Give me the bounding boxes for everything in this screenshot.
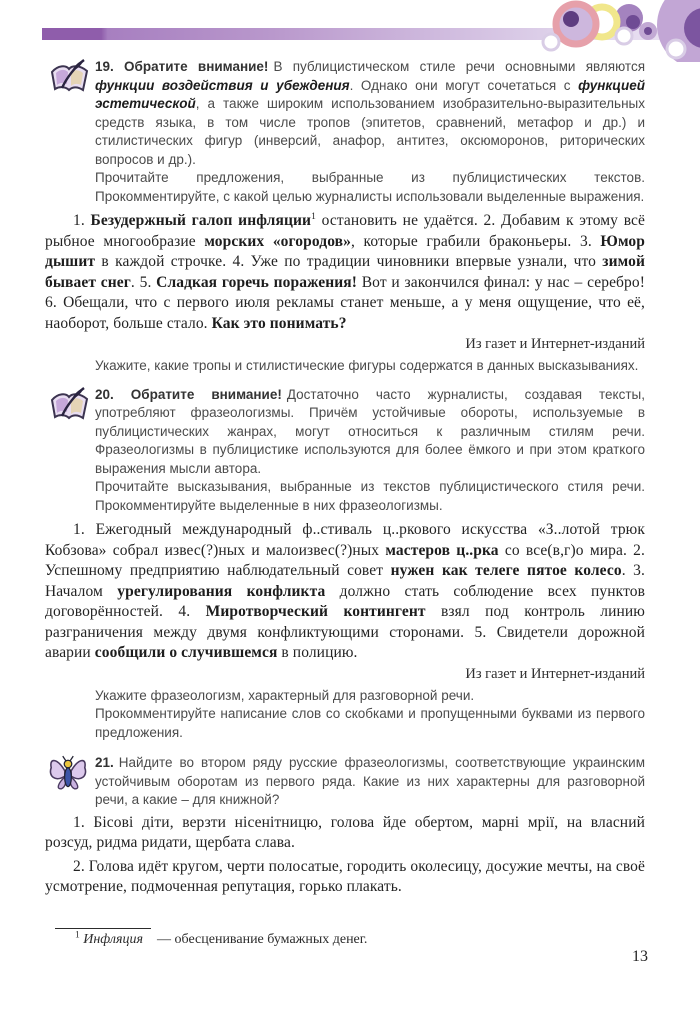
exercise-19-sentences: 1. Безудержный галоп инфляции$^1$ остановить не удаётся. 2. Добавим к этому всё рыбное многообразие морских «огородов», которые грабили браконьеры. 3. Юмор дышит в каждой строчке. 4. Уже по традиции чиновники впервые узнали, что зимой бывает снег. 5. Сладкая горечь поражения! Вот и закончился финал: у нас – серебро! 6. Обещали, что с первого июля рекламы станет меньше, а у меня ощущение, что её, наоборот, больше стало. Как это понимать?: [45, 211, 645, 332]
exercise-21-intro: [95, 754, 645, 810]
page-number: 13: [632, 948, 648, 965]
exercise-20-followup-1: Укажите фразеологизм, характерный для разговорной речи.: [95, 687, 475, 703]
exercise-20-intro-text: Достаточно часто журналисты, создавая тексты, употребляют фразеологизмы. Причём устойчивые обороты, используемые в публицистических жанрах, могут относиться к различным стилям речи. Фразеологизмы в публицистике используются для более ёмкого и при этом краткого выражения мысли автора.: [95, 386, 645, 476]
source-credit: Из газет и Интернет-изданий: [465, 336, 645, 352]
decor-circle: [626, 15, 640, 29]
open-book-quill-icon: [47, 58, 91, 100]
exercise-20-followup-2: Прокомментируйте написание слов со скобками и пропущенными буквами из первого предложения.: [95, 706, 645, 740]
decor-ring-white: [616, 28, 632, 44]
top-decoration-graphic: [0, 0, 700, 62]
exercise-21-row-1: 1. Бісові діти, верзти нісенітницю, голова йде обертом, марні мрії, на власний розсуд, ридма ридати, щербата слава.: [45, 813, 645, 851]
exercise-21-row-2: 2. Голова идёт кругом, черти полосатые, городить околесицу, досужие мечты, на своё усмотрение, подмоченная репутация, горько плакать.: [45, 857, 645, 895]
exercise-20-sentences: 1. Ежегодный международный ф..стиваль ц..ркового искусства «З..лотой трюк Кобзова» собрал извес(?)ных и малоизвес(?)ных мастеров ц..рка со все(в,г)о мира. 2. Успешному предприятию наблюдательный совет нужен как телеге пятое колесо. 3. Началом урегулирования конфликта должно стать соблюдение всех пунктов договорённостей. 4. Миротворческий контингент взял под контроль линию разграничения между двумя конфликтующими сторонами. 5. Свидетели дорожной аварии сообщили о случившемся в полицию.: [45, 521, 646, 661]
page-content: [45, 58, 645, 898]
exercise-20-task: Прочитайте высказывания, выбранные из текстов публицистического стиля речи. Прокомментируйте выделенные в них фразеологизмы.: [95, 479, 645, 513]
top-decoration: [0, 0, 700, 62]
footnote-rule: [55, 928, 151, 929]
butterfly-icon: [47, 754, 91, 796]
decor-circle: [644, 27, 652, 35]
exercise-19-intro-text: В публицистическом стиле речи основными являются функции воздействия и убеждения. Однако они могут сочетаться с функцией эстетической, а также широким использованием изобразительно-выразительных средств языка, в том числе тропов (эпитетов, сравнений, метафор и др.) и стилистических фигур (инверсий, анафор, антитез, оксюморонов, риторических вопросов и др.).: [95, 59, 646, 167]
exercise-21-heading: 21.: [95, 755, 114, 770]
open-book-quill-icon: [47, 386, 91, 428]
footnote: [55, 928, 615, 948]
exercise-19-intro: [95, 58, 645, 169]
footnote-text: [55, 932, 615, 948]
decor-circle: [563, 11, 579, 27]
exercise-20-intro: [95, 386, 645, 479]
exercise-20-heading: 20. Обратите внимание!: [95, 386, 282, 402]
footnote-term: Инфляция: [83, 932, 144, 947]
footnote-marker: 1: [75, 930, 80, 941]
exercise-19: [45, 58, 645, 376]
exercise-21: [45, 754, 645, 898]
decor-ring-white: [543, 34, 559, 50]
footnote-definition: — обесценивание бумажных денег.: [157, 932, 368, 947]
decor-ring-white: [667, 40, 685, 58]
exercise-19-heading: 19. Обратите внимание!: [95, 59, 269, 74]
exercise-21-intro-text: Найдите во втором ряду русские фразеологизмы, соответствующие украинским устойчивым оборотам из первого ряда. Какие из них характерны для разговорной речи, а какие – для книжной?: [95, 755, 645, 807]
exercise-19-followup: Укажите, какие тропы и стилистические фигуры содержатся в данных высказываниях.: [95, 358, 639, 373]
exercise-19-task: Прочитайте предложения, выбранные из публицистических текстов. Прокомментируйте, с какой целью журналисты использовали выделенные выражения.: [95, 170, 645, 204]
source-credit: Из газет и Интернет-изданий: [465, 665, 645, 682]
exercise-20: [45, 386, 645, 743]
